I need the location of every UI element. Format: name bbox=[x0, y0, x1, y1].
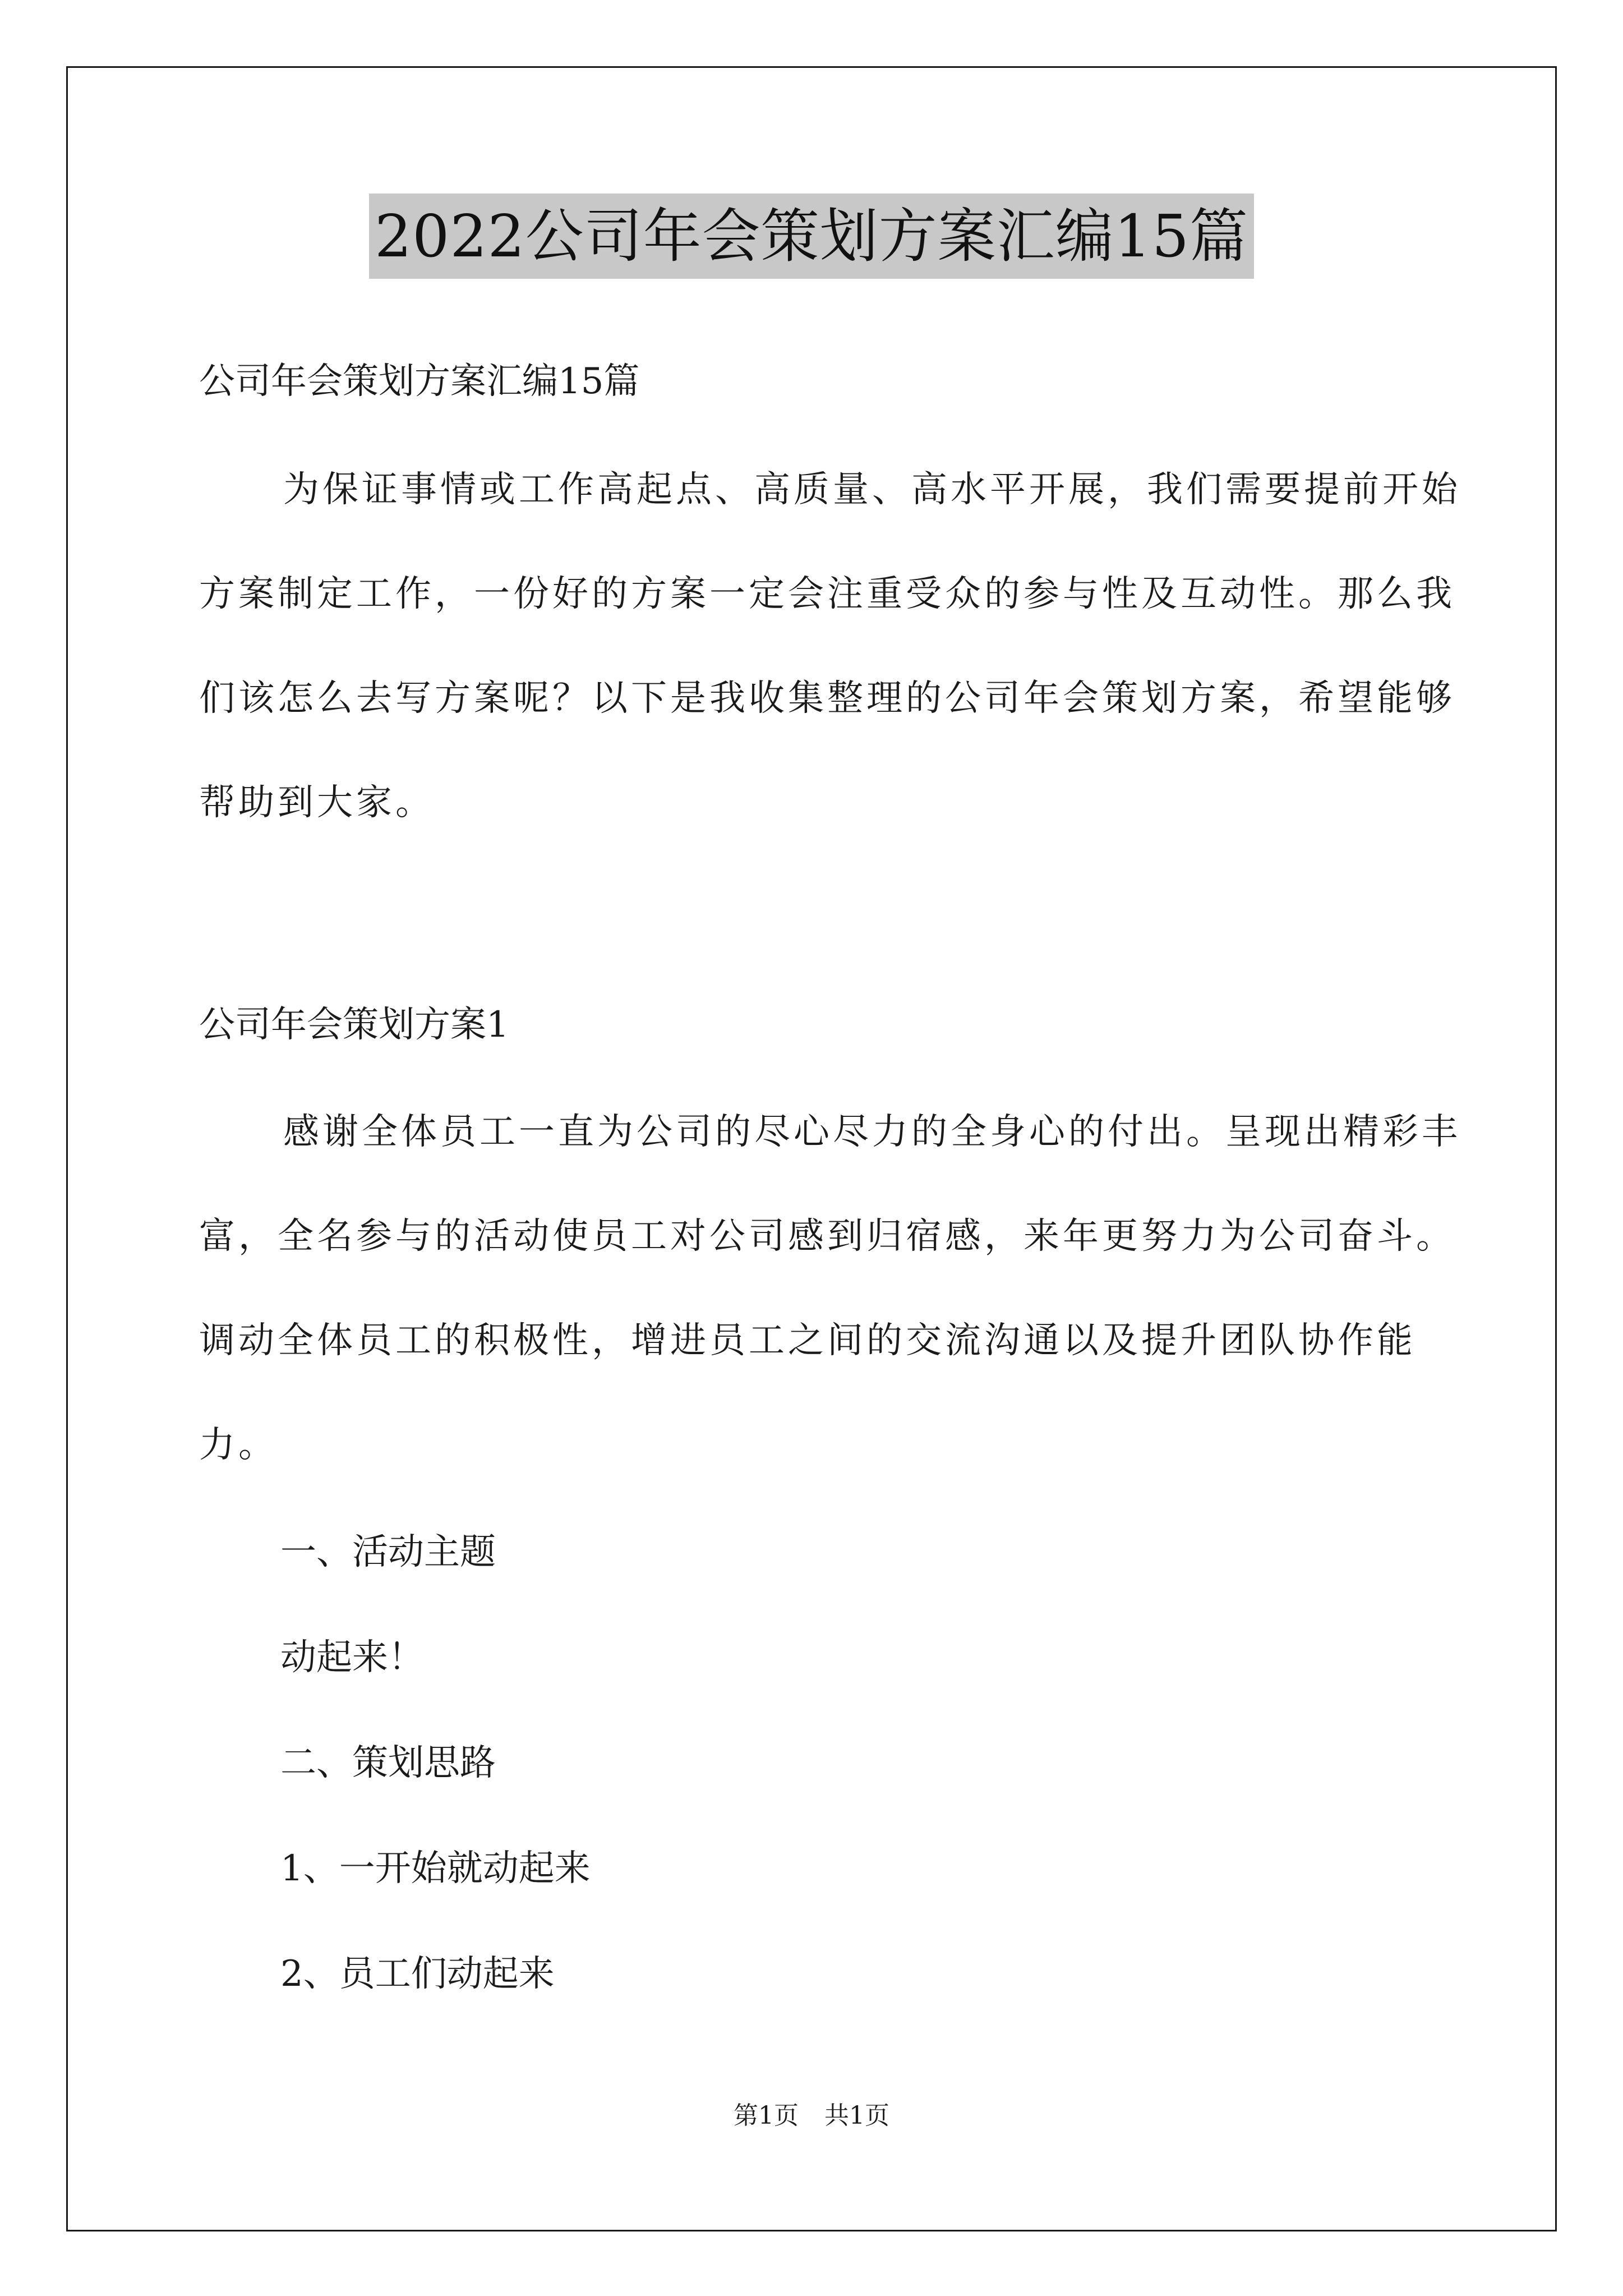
title-container bbox=[0, 194, 1623, 279]
list-item: 二、策划思路 bbox=[280, 1742, 496, 1784]
list-item: 动起来！ bbox=[280, 1637, 424, 1678]
section-heading: 公司年会策划方案1 bbox=[199, 1004, 509, 1046]
page-number: 第1页 bbox=[734, 2101, 799, 2130]
section-body-paragraph: 感谢全体员工一直为公司的尽心尽力的全身心的付出。呈现出精彩丰富，全名参与的活动使员工对公司感到归宿感，来年更努力为公司奋斗。调动全体员工的积极性，增进员工之间的交流沟通以及提升团队协作能力。 bbox=[199, 1111, 1461, 1466]
list-item: 1、一开始就动起来 bbox=[280, 1848, 591, 1889]
page-total: 共1页 bbox=[824, 2101, 889, 2130]
intro-paragraph: 为保证事情或工作高起点、高质量、高水平开展，我们需要提前开始方案制定工作，一份好的方案一定会注重受众的参与性及互动性。那么我们该怎么去写方案呢？以下是我收集整理的公司年会策划方案，希望能够帮助到大家。 bbox=[199, 469, 1461, 823]
list-item: 2、员工们动起来 bbox=[280, 1953, 555, 1995]
page-footer bbox=[0, 2095, 1623, 2131]
list-item: 一、活动主题 bbox=[280, 1531, 496, 1573]
document-subtitle: 公司年会策划方案汇编15篇 bbox=[199, 361, 640, 402]
document-title: 2022公司年会策划方案汇编15篇 bbox=[369, 194, 1254, 279]
